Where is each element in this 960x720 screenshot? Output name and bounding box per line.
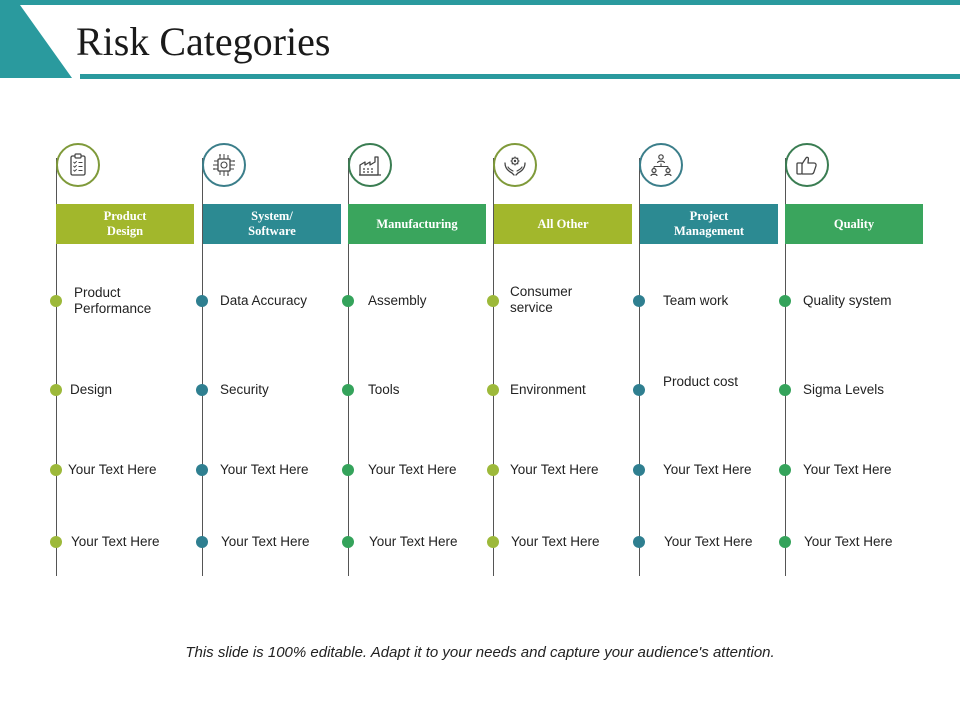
- risk-item-line: Product: [74, 285, 121, 300]
- risk-item: [220, 293, 307, 309]
- risk-item: [663, 462, 752, 478]
- bullet-dot: [50, 536, 62, 548]
- risk-item-line: Your Text Here: [804, 534, 893, 549]
- risk-item-line: Your Text Here: [664, 534, 753, 549]
- risk-item-line: Your Text Here: [68, 462, 157, 477]
- bullet-dot: [487, 295, 499, 307]
- risk-item: [510, 284, 572, 316]
- risk-item: [221, 534, 310, 550]
- column-6-icon-badge: [785, 143, 829, 187]
- risk-item: [71, 534, 160, 550]
- bullet-dot: [196, 384, 208, 396]
- risk-item: [368, 293, 427, 309]
- page-title: Risk Categories: [76, 19, 331, 64]
- bullet-dot: [633, 295, 645, 307]
- risk-item-line: Your Text Here: [369, 534, 458, 549]
- risk-item-line: Your Text Here: [803, 462, 892, 477]
- column-2-header: [203, 204, 341, 244]
- risk-item: [510, 382, 586, 398]
- risk-item-line: Assembly: [368, 293, 427, 308]
- risk-item-line: Your Text Here: [71, 534, 160, 549]
- thumbs-up-icon: [793, 151, 821, 179]
- bullet-dot: [342, 536, 354, 548]
- bullet-dot: [779, 295, 791, 307]
- header-label-line: System/: [251, 209, 293, 223]
- risk-item: [220, 382, 269, 398]
- risk-item-line: Your Text Here: [511, 534, 600, 549]
- header-label-line: Quality: [833, 216, 875, 231]
- risk-item-line: service: [510, 300, 553, 315]
- header-label-line: Software: [248, 224, 296, 238]
- bullet-dot: [779, 384, 791, 396]
- header-label-line: All Other: [537, 216, 589, 231]
- column-2-icon-badge: [202, 143, 246, 187]
- bullet-dot: [50, 464, 62, 476]
- risk-item-line: Performance: [74, 301, 152, 316]
- risk-item-line: Your Text Here: [510, 462, 599, 477]
- risk-item-line: Your Text Here: [663, 462, 752, 477]
- risk-item: [510, 462, 599, 478]
- risk-item-line: Consumer: [510, 284, 573, 299]
- header-label-line: Product: [103, 209, 147, 223]
- risk-item-line: Security: [220, 382, 269, 397]
- column-3-icon-badge: [348, 143, 392, 187]
- bullet-dot: [196, 536, 208, 548]
- risk-item-line: Quality system: [803, 293, 892, 308]
- bullet-dot: [342, 464, 354, 476]
- risk-item-line: Your Text Here: [220, 462, 309, 477]
- risk-item: [803, 462, 892, 478]
- bullet-dot: [633, 536, 645, 548]
- risk-item-line: Your Text Here: [368, 462, 457, 477]
- risk-item: [803, 382, 884, 398]
- factory-icon: [356, 151, 384, 179]
- circuit-chip-icon: [210, 151, 238, 179]
- bullet-dot: [779, 536, 791, 548]
- hands-gear-icon: [501, 151, 529, 179]
- risk-item: [511, 534, 600, 550]
- header-label-line: Manufacturing: [376, 216, 458, 231]
- bullet-dot: [342, 295, 354, 307]
- risk-item-line: Data Accuracy: [220, 293, 308, 308]
- bullet-dot: [487, 464, 499, 476]
- title-underline: [80, 74, 960, 79]
- risk-item: [220, 462, 309, 478]
- risk-item-line: Sigma Levels: [803, 382, 885, 397]
- bullet-dot: [196, 295, 208, 307]
- bullet-dot: [196, 464, 208, 476]
- risk-item: [803, 293, 892, 309]
- risk-item-line: Tools: [368, 382, 400, 397]
- risk-item: [74, 285, 151, 317]
- risk-item: [663, 374, 738, 390]
- bullet-dot: [633, 464, 645, 476]
- risk-item-line: Design: [70, 382, 113, 397]
- risk-item: [369, 534, 458, 550]
- bullet-dot: [50, 295, 62, 307]
- top-accent-bar: [0, 0, 960, 5]
- risk-item: [664, 534, 753, 550]
- bullet-dot: [342, 384, 354, 396]
- column-6-header: [785, 204, 923, 244]
- risk-item: [663, 293, 728, 309]
- column-1-header: [56, 204, 194, 244]
- risk-item: [70, 382, 112, 398]
- risk-item-line: Product cost: [663, 374, 739, 389]
- column-3-header: [348, 204, 486, 244]
- clipboard-checklist-icon: [64, 151, 92, 179]
- column-4-icon-badge: [493, 143, 537, 187]
- bullet-dot: [487, 384, 499, 396]
- risk-item-line: Team work: [663, 293, 729, 308]
- risk-item: [368, 462, 457, 478]
- footer-note: This slide is 100% editable. Adapt it to your needs and capture your audience's attention.: [185, 644, 775, 661]
- column-5-icon-badge: [639, 143, 683, 187]
- risk-item: [68, 462, 157, 478]
- header-label-line: Management: [673, 224, 745, 238]
- column-4-header: [494, 204, 632, 244]
- risk-item-line: Your Text Here: [221, 534, 310, 549]
- corner-accent-shape: [0, 0, 80, 80]
- bullet-dot: [50, 384, 62, 396]
- column-1-icon-badge: [56, 143, 100, 187]
- risk-item: [804, 534, 893, 550]
- header-label-line: Project: [689, 209, 729, 223]
- team-hierarchy-icon: [647, 151, 675, 179]
- bullet-dot: [633, 384, 645, 396]
- header-label-line: Design: [106, 224, 144, 238]
- risk-item-line: Environment: [510, 382, 586, 397]
- bullet-dot: [779, 464, 791, 476]
- bullet-dot: [487, 536, 499, 548]
- risk-item: [368, 382, 400, 398]
- column-5-header: [640, 204, 778, 244]
